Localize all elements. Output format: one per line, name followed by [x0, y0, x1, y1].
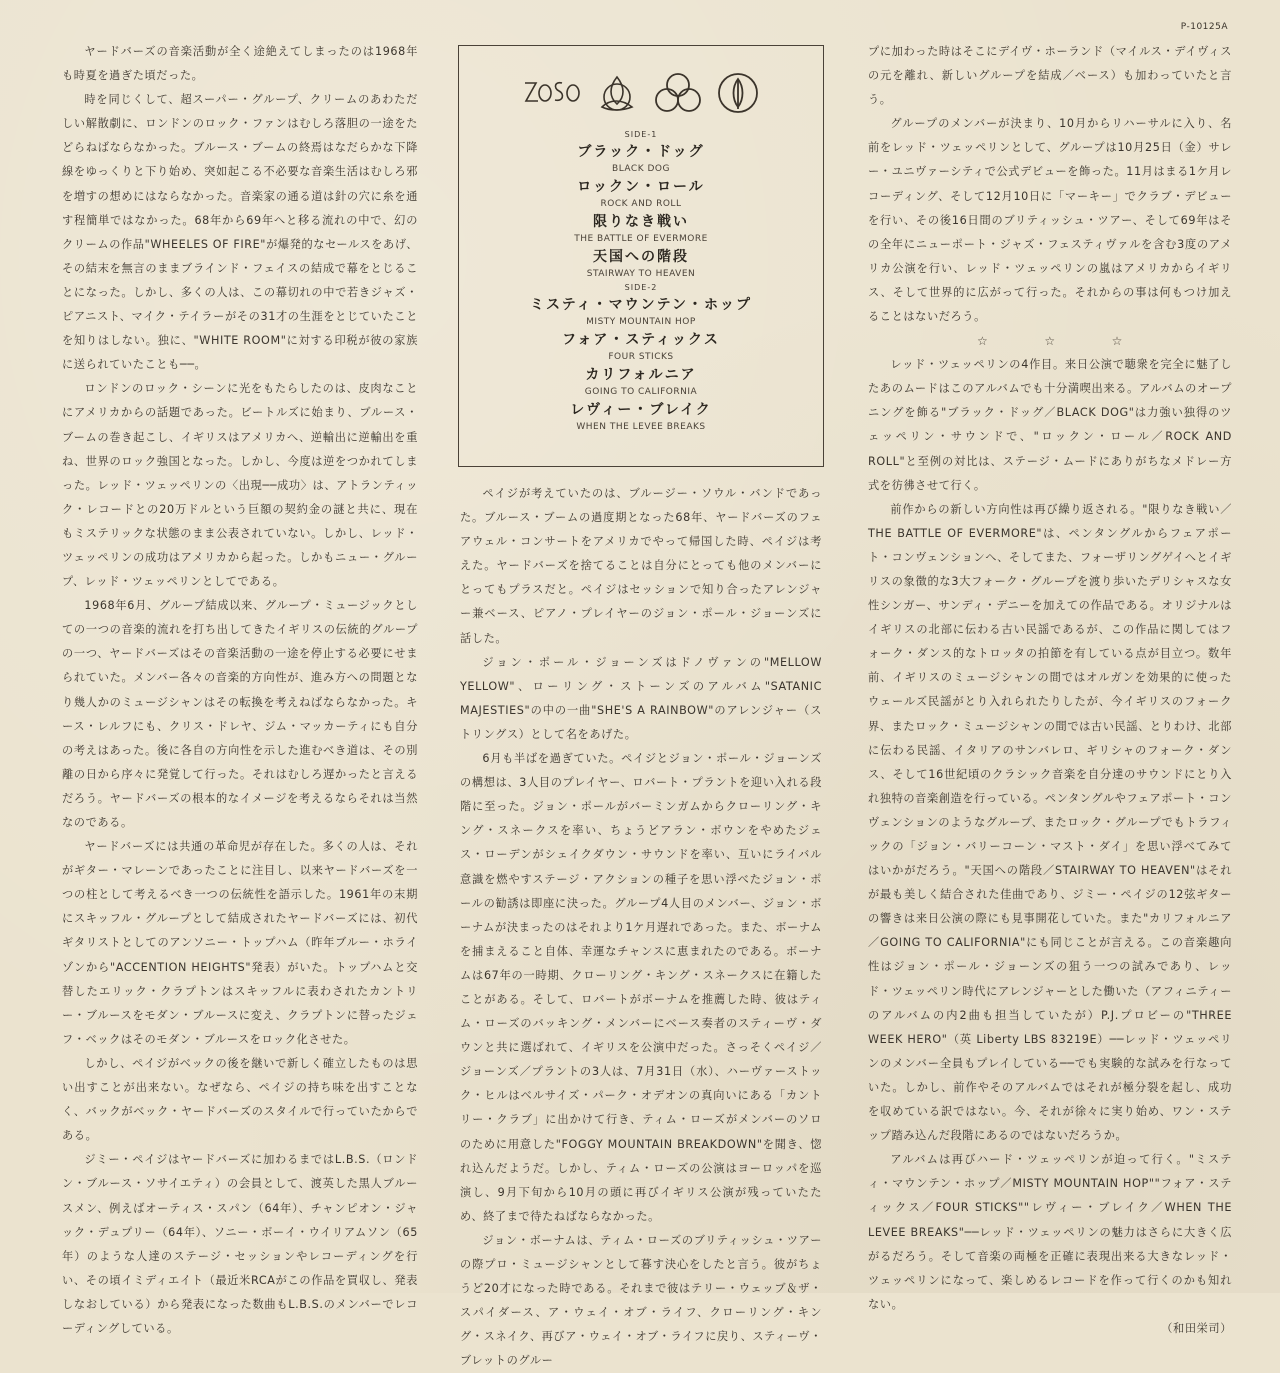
- liner-notes-column-1: [62, 40, 418, 1341]
- tracklist-box: [458, 45, 824, 467]
- track-title-en: WHEN THE LEVEE BREAKS: [576, 422, 706, 432]
- track-title-en: FOUR STICKS: [608, 352, 674, 362]
- liner-notes-column-3: [868, 40, 1232, 1341]
- track-title-jp: 限りなき戦い: [593, 214, 689, 230]
- paragraph: グループのメンバーが決まり、10月からリハーサルに入り、名前をレッド・ツェッペリンとして、グループは10月25日（金）サレー・ユニヴァーシティで公式デビューを飾った。11月はまる1ケ月レコーディング、そして12月10日に「マーキー」でクラブ・デビューを行い、その後16日間のブリティッシュ・ツアー、そして69年はその全年にニューポート・ジャズ・フェスティヴァルを含む3度のアメリカ公演を行い、レッド・ツェッペリンの嵐はアメリカからイギリス、そして世界的に広がって行った。それからの事は何もつけ加えることはないだろう。: [868, 117, 1232, 324]
- liner-notes-column-2: [460, 482, 822, 1373]
- paragraph: ヤードバーズの音楽活動が全く途絶えてしまったのは1968年も時夏を過ぎた頃だった。: [62, 45, 418, 83]
- track-title-en: ROCK AND ROLL: [600, 199, 682, 209]
- track-title-jp: ブラック・ドッグ: [577, 144, 705, 160]
- paragraph: ロンドンのロック・シーンに光をもたらしたのは、皮肉なことにアメリカからの話題であった。ビートルズに始まり、ブルース・ブームの巻き起こし、イギリスはアメリカへ、逆輸出に逆輸出を重ね、世界のロック強国となった。しかし、今度は逆をつかれてしまった。レッド・ツェッペリンの〈出現──成功〉は、アトランティック・レコードとの20万ドルという巨額の契約金の謎と共に、現在もミステリックな状態のまま公表されていない。しかし、レッド・ツェッペリンの成功はアメリカから起った。しかもニュー・グループ、レッド・ツェッペリンとしてである。: [62, 382, 418, 589]
- side-1-label: SIDE-1: [624, 130, 658, 139]
- track-title-jp: フォア・スティックス: [562, 332, 720, 348]
- paragraph: しかし、ペイジがベックの後を継いで新しく確立したものは思い出すことが出来ない。なぜなら、ペイジの持ち味を出すことなく、バックがベック・ヤードバーズのスタイルで行っていたからである。: [62, 1056, 418, 1143]
- track-title-en: THE BATTLE OF EVERMORE: [574, 234, 708, 244]
- paragraph: 1968年6月、グループ結成以来、グループ・ミュージックとしての一つの音楽的流れを打ち出してきたイギリスの伝統的グループの一つ、ヤードバーズはその音楽活動の一途を停止する必要にせまられていた。メンバー各々の音楽的方向性が、進み方への問題となり幾人かのミュージシャンはその転換を考えねばならなかった。キース・レルフにも、クリス・ドレヤ、ジム・マッカーティにも自分の考えはあった。後に各自の方向性を示した進むべき道は、その別離の日から序々に発覚して行った。それはむしろ遅かったと言えるだろう。ヤードバーズの根本的なイメージを考えるならそれは当然なのである。: [62, 599, 418, 829]
- star-icon: ☆: [1111, 334, 1124, 349]
- paragraph: アルバムは再びハード・ツェッペリンが迫って行く。"ミスティ・マウンテン・ホップ／MISTY MOUNTAIN HOP""フォア・スティックス／FOUR STICKS""レヴィー・ブレイク／WHEN THE LEVEE BREAKS"──レッド・ツェッペリンの魅力はさらに大きく広がるだろう。そして音楽の両極を正確に表現出来る大きなレッド・ツェッペリンになって、楽しめるレコードを作って行くのかも知れない。: [868, 1153, 1232, 1311]
- track-title-en: STAIRWAY TO HEAVEN: [586, 269, 696, 279]
- track-title-jp: 天国への階段: [593, 249, 689, 265]
- tracklist: [459, 130, 823, 434]
- track-title-jp: ロックン・ロール: [577, 179, 705, 195]
- catalog-number: P-10125A: [1180, 22, 1228, 32]
- side-2-label: SIDE-2: [624, 283, 658, 292]
- star-icon: ☆: [1044, 334, 1056, 349]
- paragraph: 6月も半ばを過ぎていた。ペイジとジョン・ポール・ジョーンズの構想は、3人目のプレイヤー、ロバート・プラントを迎い入れる段階に至った。ジョン・ポールがバーミンガムからクローリング・キング・スネークスを率い、ちょうどアラン・ボウンをやめたジェス・ローデンがシェイクダウン・サウンドを率い、互いにライバル意識を燃やすステージ・アクションの種子を思い浮べたジョン・ポールの勧誘は即座に決った。グループ4人目のメンバー、ジョン・ボーナムが決まったのはそれより1ケ月遅れであった。また、ボーナムを捕まえること自体、幸運なチャンスに恵まれたのである。ボーナムは67年の一時期、クローリング・キング・スネークスに在籍したことがある。そして、ロバートがボーナムを推薦した時、彼はティム・ローズのバッキング・メンバーにベース奏者のスティーヴ・ダウンと共に選ばれて、イギリスを公演中だった。さっそくペイジ／ジョーンズ／プラントの3人は、7月31日（水）、ハーヴァーストック・ヒルはベルサイズ・パーク・オデオンの真向いにある「カントリー・クラブ」に出かけて行き、ティム・ローズがメンバーのソロのために用意した"FOGGY MOUNTAIN BREAKDOWN"を聞き、惚れ込んだようだ。しかし、ティム・ローズの公演はヨーロッパを巡演し、9月下旬から10月の頭に再びイギリス公演が残っていたため、終了まで待たねばならなかった。: [460, 752, 822, 1223]
- track-title-en: BLACK DOG: [612, 164, 670, 174]
- paragraph: ジミー・ペイジはヤードバーズに加わるまではL.B.S.（ロンドン・ブルース・ソサイエティ）の会員として、渡英した黒人ブルースメン、例えばオーティス・スパン（64年）、チャンピオン・ジャック・デュプリー（64年）、ソニー・ボーイ・ウイリアムソン（65年）のような人達のステージ・セッションやレコーディングを行い、その頃イミディエイト（最近米RCAがこの作品を買収し、発表しなおしている）から発表になった数曲もL.B.S.のメンバーでレコーディングしている。: [62, 1153, 418, 1335]
- paragraph: 前作からの新しい方向性は再び繰り返される。"限りなき戦い／THE BATTLE OF EVERMORE"は、ペンタングルからフェアポート・コンヴェンションへ、そしてまた、フォーザリングゲイへとイギリスの象徴的な3大フォーク・グループを渡り歩いたデリシャスな女性シンガー、サンディ・デニーを加えての作品である。オリジナルはイギリスの北部に伝わる古い民謡であるが、この作品に関してはフォーク・ダンス的なトロッタの拍節を有している点が目立つ。数年前、イギリスのミュージシャンの間ではオルガンを効果的に使ったウェールズ民謡がとり入れられたりしたが、今イギリスのフォーク界、またロック・ミュージシャンの間では古い民謡、とりわけ、北部に伝わる民謡、イタリアのサンバレロ、ギリシャのフォーク・ダンス、そして16世紀頃のクラシック音楽を自分達のサウンドにとり入れ独特の音楽創造を行っている。ペンタングルやフェアポート・コンヴェンションのようなグループ、またロック・グループでもトラフィックの「ジョン・バリーコーン・マスト・ダイ」を思い浮べてみてはいかがだろう。"天国への階段／STAIRWAY TO HEAVEN"はそれが最も美しく結合された佳曲であり、ジミー・ペイジの12弦ギターの響きは来日公演の際にも見事開花していた。また"カリフォルニア／GOING TO CALIFORNIA"にも同じことが言える。この音楽趣向性はジョン・ポール・ジョーンズの狙う一つの試みであり、レッド・ツェッペリン時代にアレンジャーとした働いた（アフィニティーのアルバムの内2曲も担当していたが）P.J.プロビーの"THREE WEEK HERO"（英 Liberty LBS 83219E）──レッド・ツェッペリンのメンバー全員もプレイしている──でも実験的な試みを行なっていた。しかし、前作やそのアルバムではそれが極分裂を起し、成功を収めている訳ではない。今、それが徐々に実り始め、ワン・ステップ踏み込んだ段階にあるのではないだろうか。: [868, 502, 1232, 1143]
- feather-circle-symbol: [716, 71, 760, 115]
- paragraph: レッド・ツェッペリンの4作目。来日公演で聴衆を完全に魅了したあのムードはこのアルバムでも十分満喫出来る。アルバムのオープニングを飾る"ブラック・ドッグ／BLACK DOG"は力強い独得のツェッペリン・サウンドで、"ロックン・ロール／ROCK AND ROLL"と至例の対比は、ステージ・ムードにありがちなメドレー方式を彷彿させて行く。: [868, 358, 1232, 492]
- triquetra-symbol: [594, 71, 640, 115]
- paragraph: ヤードバーズには共通の革命児が存在した。多くの人は、それがギター・マレーンであったことに注目し、以来ヤードバーズを一つの柱として考えるべき一つの伝統性を語示した。1961年の末期にスキッフル・グループとして結成されたヤードバーズには、初代ギタリストとしてのアンソニー・トップハム（昨年ブルー・ホライゾンから"ACCENTION HEIGHTS"発表）がいた。トップハムと交替したエリック・クラプトンはスキッフルに表わされたカントリー・ブルースをモダン・ブルースに変え、クラプトンに替ったジェフ・ベックはそのモダン・ブルースをロック化させた。: [62, 840, 418, 1046]
- paragraph: ジョン・ポール・ジョーンズはドノヴァンの"MELLOW YELLOW"、ローリング・ストーンズのアルバム"SATANIC MAJESTIES"の中の一曲"SHE'S A RAINBOW"のアレンジャー（ストリングス）として名をあげた。: [460, 655, 822, 741]
- zoso-symbol: [522, 73, 582, 113]
- track-title-en: GOING TO CALIFORNIA: [584, 387, 698, 397]
- track-title-jp: レヴィー・ブレイク: [570, 402, 712, 418]
- track-title-en: MISTY MOUNTAIN HOP: [586, 317, 696, 327]
- author-credit: （和田栄司）: [1161, 1321, 1232, 1335]
- section-divider-stars: [868, 329, 1232, 353]
- four-symbols: [459, 68, 823, 118]
- track-title-jp: ミスティ・マウンテン・ホップ: [530, 297, 752, 313]
- track-title-jp: カリフォルニア: [585, 367, 697, 383]
- paragraph: 時を同じくして、超スーパー・グループ、クリームのあわただしい解散劇に、ロンドンのロック・ファンはむしろ落胆の一途をたどらねばならなかった。ブルース・ブームの終焉はなだらかな下降線をゆっくりと下り始め、突如起こる不必要な音楽生活はむしろ邪を増すの想めにはならなかった。音楽家の通る道は針の穴に糸を通す程簡単ではなかった。68年から69年へと移る流れの中で、幻のクリームの作品"WHEELES OF FIRE"が爆発的なセールスをあげ、その結末を無言のままブラインド・フェイスの結成で幕をとじることになった。しかし、多くの人は、この幕切れの中で若きジャズ・ピアニスト、マイク・テイラーがその31才の生涯をとじていたことを知りはしない。独に、"WHITE ROOM"に対する印税が彼の家族に送られていたことも──。: [62, 93, 418, 372]
- paragraph: プに加わった時はそこにデイヴ・ホーランド（マイルス・デイヴィスの元を離れ、新しいグループを結成／ベース）も加わっていたと言う。: [868, 45, 1232, 107]
- paragraph: ペイジが考えていたのは、ブルージー・ソウル・バンドであった。ブルース・ブームの過度期となった68年、ヤードバーズのフェアウェル・コンサートをアメリカでやって帰国した時、ペイジは考えた。ヤードバーズを捨てることは自分にとっても他のメンバーにとってもプラスだと。ペイジはセッションで知り合ったアレンジャー兼ベース、ピアノ・プレイヤーのジョン・ポール・ジョーンズに話した。: [460, 487, 822, 645]
- star-icon: ☆: [976, 334, 989, 349]
- paragraph: ジョン・ボーナムは、ティム・ローズのブリティッシュ・ツアーの際プロ・ミュージシャンとして暮す決心をしたと言う。彼がちょうど20才になった時である。それまで彼はテリー・ウェッブ＆ザ・スパイダース、ア・ウェイ・オブ・ライフ、クローリング・キング・スネイク、再びア・ウェイ・オブ・ライフに戻り、スティーヴ・ブレットのグルー: [460, 1233, 822, 1368]
- three-rings-symbol: [652, 71, 704, 115]
